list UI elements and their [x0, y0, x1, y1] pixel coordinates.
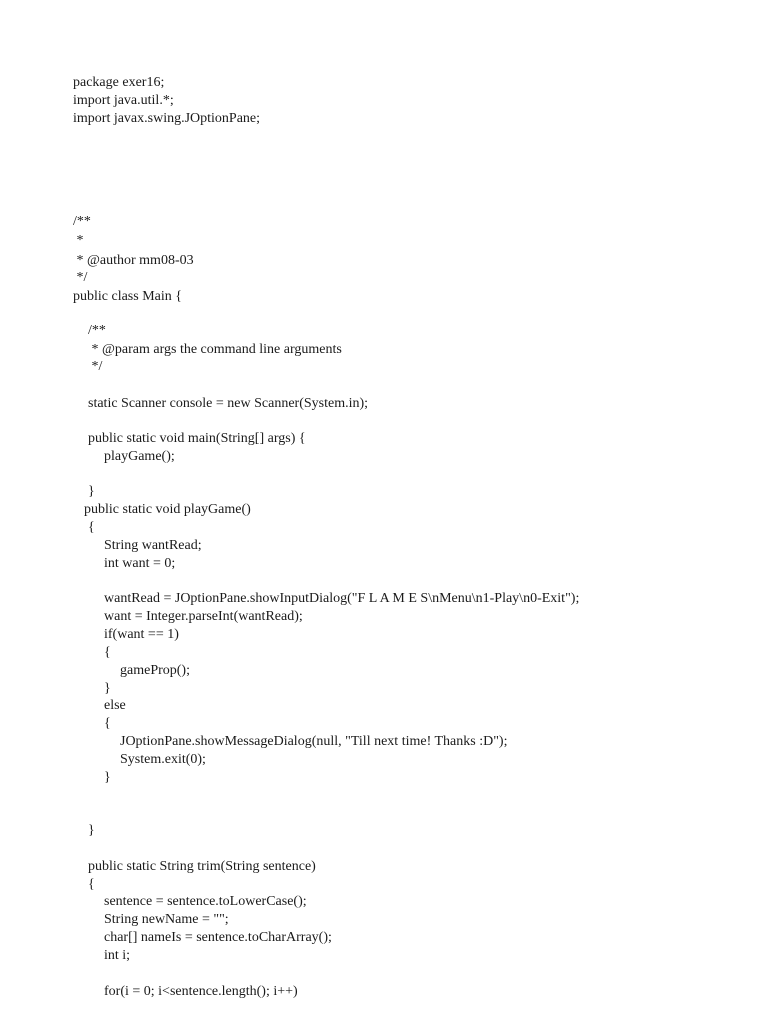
code-line: import java.util.*; — [73, 93, 174, 108]
code-line: */ — [73, 270, 88, 285]
code-line: String wantRead; — [104, 538, 202, 553]
code-line: System.exit(0); — [120, 752, 206, 767]
code-line: public static void playGame() — [84, 502, 251, 517]
code-line: { — [88, 520, 95, 535]
code-line: else — [104, 698, 126, 713]
code-line: /** — [88, 323, 106, 338]
code-line: public class Main { — [73, 289, 182, 304]
code-line: package exer16; — [73, 75, 165, 90]
code-line: import javax.swing.JOptionPane; — [73, 111, 261, 126]
code-line: char[] nameIs = sentence.toCharArray(); — [104, 930, 332, 945]
code-line: int i; — [104, 948, 131, 963]
code-line: { — [104, 716, 111, 731]
code-line: playGame(); — [104, 449, 175, 464]
code-line: for(i = 0; i<sentence.length(); i++) — [104, 984, 298, 999]
code-line: } — [88, 823, 95, 838]
code-line: } — [104, 770, 111, 785]
code-line: * @param args the command line arguments — [88, 342, 342, 357]
code-line: public static String trim(String sentence) — [88, 859, 316, 874]
code-line: JOptionPane.showMessageDialog(null, "Till next time! Thanks :D"); — [120, 734, 508, 749]
code-line: * — [73, 233, 84, 248]
code-line: wantRead = JOptionPane.showInputDialog("F L A M E S\nMenu\n1-Play\n0-Exit"); — [104, 591, 580, 606]
code-line: public static void main(String[] args) { — [88, 431, 306, 446]
code-line: sentence = sentence.toLowerCase(); — [104, 894, 307, 909]
code-line: int want = 0; — [104, 556, 176, 571]
code-line: if(want == 1) — [104, 627, 179, 642]
code-line: want = Integer.parseInt(wantRead); — [104, 609, 303, 624]
code-line: { — [88, 877, 95, 892]
code-line: /** — [73, 214, 91, 229]
code-line: gameProp(); — [120, 663, 190, 678]
code-line: static Scanner console = new Scanner(System.in); — [88, 396, 369, 411]
code-line: */ — [88, 359, 103, 374]
code-line: { — [104, 645, 111, 660]
code-line: } — [104, 681, 111, 696]
code-line: * @author mm08-03 — [73, 253, 194, 268]
code-line: String newName = ""; — [104, 912, 229, 927]
code-line: } — [88, 484, 95, 499]
